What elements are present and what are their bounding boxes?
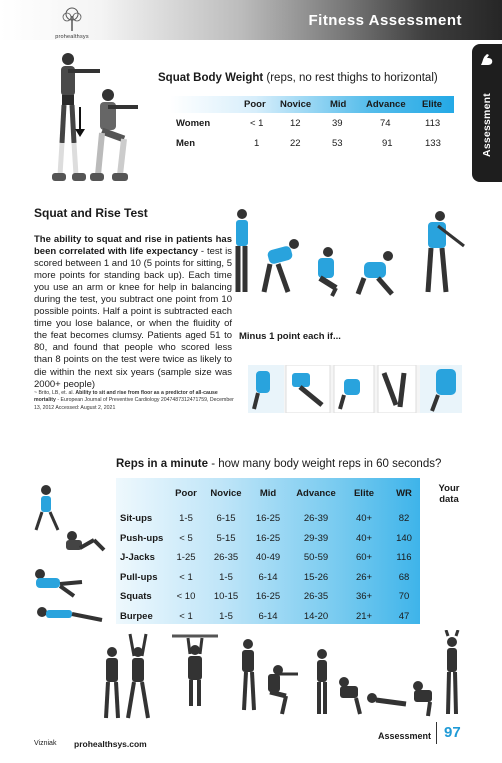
squat-body-weight-title-bold: Squat Body Weight	[158, 72, 264, 84]
table-row	[170, 133, 454, 153]
table-cell: 1-5	[179, 513, 193, 524]
squat-body-weight-title	[158, 72, 438, 84]
table-cell: 40+	[355, 513, 373, 524]
squat-rise-lead: The ability to squat and rise in patients has been correlated with life expectancy	[34, 234, 232, 258]
column-header: Mid	[259, 488, 277, 499]
table-cell: 12	[290, 118, 301, 129]
citation-prefix: ~ Brito, LB, et. al.	[34, 390, 76, 396]
footer-author: Vizniak	[34, 740, 57, 747]
row-label: Burpee	[120, 610, 153, 622]
squat-rise-text: - test is scored between 1 and 10 (5 points for sitting, 5 more points for standing back up). Each time you use an arm or knee for help in balancing during the test, you subtract one point from 10 possible points. Half a point is subtracted each time you lose balance, or when the fluidity of the feat becomes clumsy. Patients aged 51 to 80, and found that people who scored less than 8 points on the test were twice as likely to die within the next six years (sample size was 2000+ people)	[34, 246, 232, 390]
table-cell: 6-14	[258, 610, 278, 622]
table-cell: 40-49	[255, 552, 281, 563]
logo-text: prohealthsys	[55, 34, 89, 40]
table-cell: 6-15	[216, 513, 236, 524]
reps-table-background	[116, 478, 420, 624]
table-cell: 39	[332, 118, 343, 129]
table-cell: 14-20	[303, 610, 329, 622]
your-data-header: Your data	[438, 483, 460, 505]
page-title: Fitness Assessment	[308, 12, 462, 29]
table-cell: 36+	[355, 591, 373, 602]
table-cell: 91	[382, 138, 393, 149]
logo	[54, 6, 90, 40]
squat-body-weight-title-rest: (reps, no rest thighs to horizontal)	[263, 72, 438, 84]
side-tab[interactable]	[472, 44, 502, 182]
table-row	[170, 113, 454, 133]
table-cell: 1-25	[176, 552, 196, 563]
table-cell: 1-5	[219, 571, 233, 583]
footer-section-name: Assessment	[378, 731, 432, 741]
exercise-sequence-figures	[100, 630, 465, 725]
reps-title	[116, 458, 441, 470]
reps-title-bold: Reps in a minute	[116, 458, 209, 470]
flexed-arm-icon	[479, 52, 495, 68]
column-header: Poor	[244, 99, 266, 110]
table-cell: 10-15	[213, 591, 239, 602]
page-number: 97	[444, 724, 461, 741]
table-cell: 53	[332, 138, 343, 149]
tree-logo-icon	[54, 6, 90, 32]
squat-rise-body	[34, 234, 232, 391]
table-cell: 47	[398, 610, 410, 622]
table-cell: 16-25	[255, 513, 281, 524]
row-label: Men	[176, 138, 195, 149]
table-cell: 40+	[355, 532, 373, 544]
row-label: Pull-ups	[120, 571, 158, 583]
footer-divider	[436, 722, 437, 744]
column-header: Novice	[210, 488, 242, 499]
squat-figure	[28, 47, 150, 185]
citation	[34, 390, 234, 412]
footer-site-link[interactable]: prohealthsys.com	[74, 739, 147, 749]
side-tab-label: Assessment	[481, 92, 493, 157]
reps-title-rest: - how many body weight reps in 60 seconds?	[208, 458, 442, 470]
table-cell: 29-39	[303, 532, 329, 544]
table-cell: 26-35	[213, 552, 239, 563]
table-cell: 21+	[355, 610, 373, 622]
table-cell: < 1	[179, 571, 193, 583]
table-cell: 1-5	[219, 610, 233, 622]
column-header: WR	[396, 488, 412, 499]
table-header-row	[170, 96, 454, 113]
exercise-figures-column	[32, 478, 112, 628]
table-cell: < 1	[179, 610, 193, 622]
table-cell: 140	[396, 532, 412, 544]
table-cell: 26+	[355, 571, 373, 583]
sit-rise-sequence-figure	[228, 206, 472, 304]
column-header: Advance	[296, 488, 336, 499]
table-cell: 1	[254, 138, 260, 149]
row-label: J-Jacks	[120, 552, 155, 563]
table-cell: 5-15	[216, 532, 236, 544]
row-label: Squats	[120, 591, 152, 602]
citation-title: Ability to sit and rise from floor as a predictor of all-cause mortality	[34, 390, 218, 404]
squat-rise-title: Squat and Rise Test	[34, 206, 148, 220]
table-cell: 116	[396, 552, 412, 563]
row-label: Sit-ups	[120, 513, 153, 524]
table-cell: 68	[398, 571, 410, 583]
minus-point-label: Minus 1 point each if...	[239, 331, 341, 342]
side-tab-label-box	[472, 72, 502, 177]
table-cell: 50-59	[303, 552, 329, 563]
column-header: Elite	[422, 99, 443, 110]
table-cell: 70	[398, 591, 410, 602]
table-cell: < 5	[179, 532, 193, 544]
column-header: Novice	[280, 99, 312, 110]
table-cell: 113	[425, 118, 441, 129]
column-header: Mid	[330, 99, 347, 110]
table-cell: 22	[290, 138, 301, 149]
table-cell: < 10	[176, 591, 196, 602]
row-label: Women	[176, 118, 211, 129]
table-cell: 6-14	[258, 571, 278, 583]
column-header: Elite	[353, 488, 375, 499]
table-cell: 74	[380, 118, 391, 129]
table-cell: < 1	[250, 118, 264, 129]
squat-body-weight-table	[170, 96, 454, 153]
table-cell: 133	[425, 138, 441, 149]
table-cell: 82	[398, 513, 410, 524]
column-header: Poor	[175, 488, 197, 499]
table-cell: 16-25	[255, 591, 281, 602]
table-cell: 60+	[355, 552, 373, 563]
table-cell: 26-39	[303, 513, 329, 524]
table-cell: 16-25	[255, 532, 281, 544]
minus-point-photos	[248, 365, 462, 413]
citation-rest: - European Journal of Preventive Cardiology 2047487312471759, December 13, 2012 Accessed: August 2, 2021	[34, 397, 234, 411]
row-label: Push-ups	[120, 532, 164, 544]
column-header: Advance	[366, 99, 406, 110]
table-cell: 26-35	[303, 591, 329, 602]
table-cell: 15-26	[303, 571, 329, 583]
